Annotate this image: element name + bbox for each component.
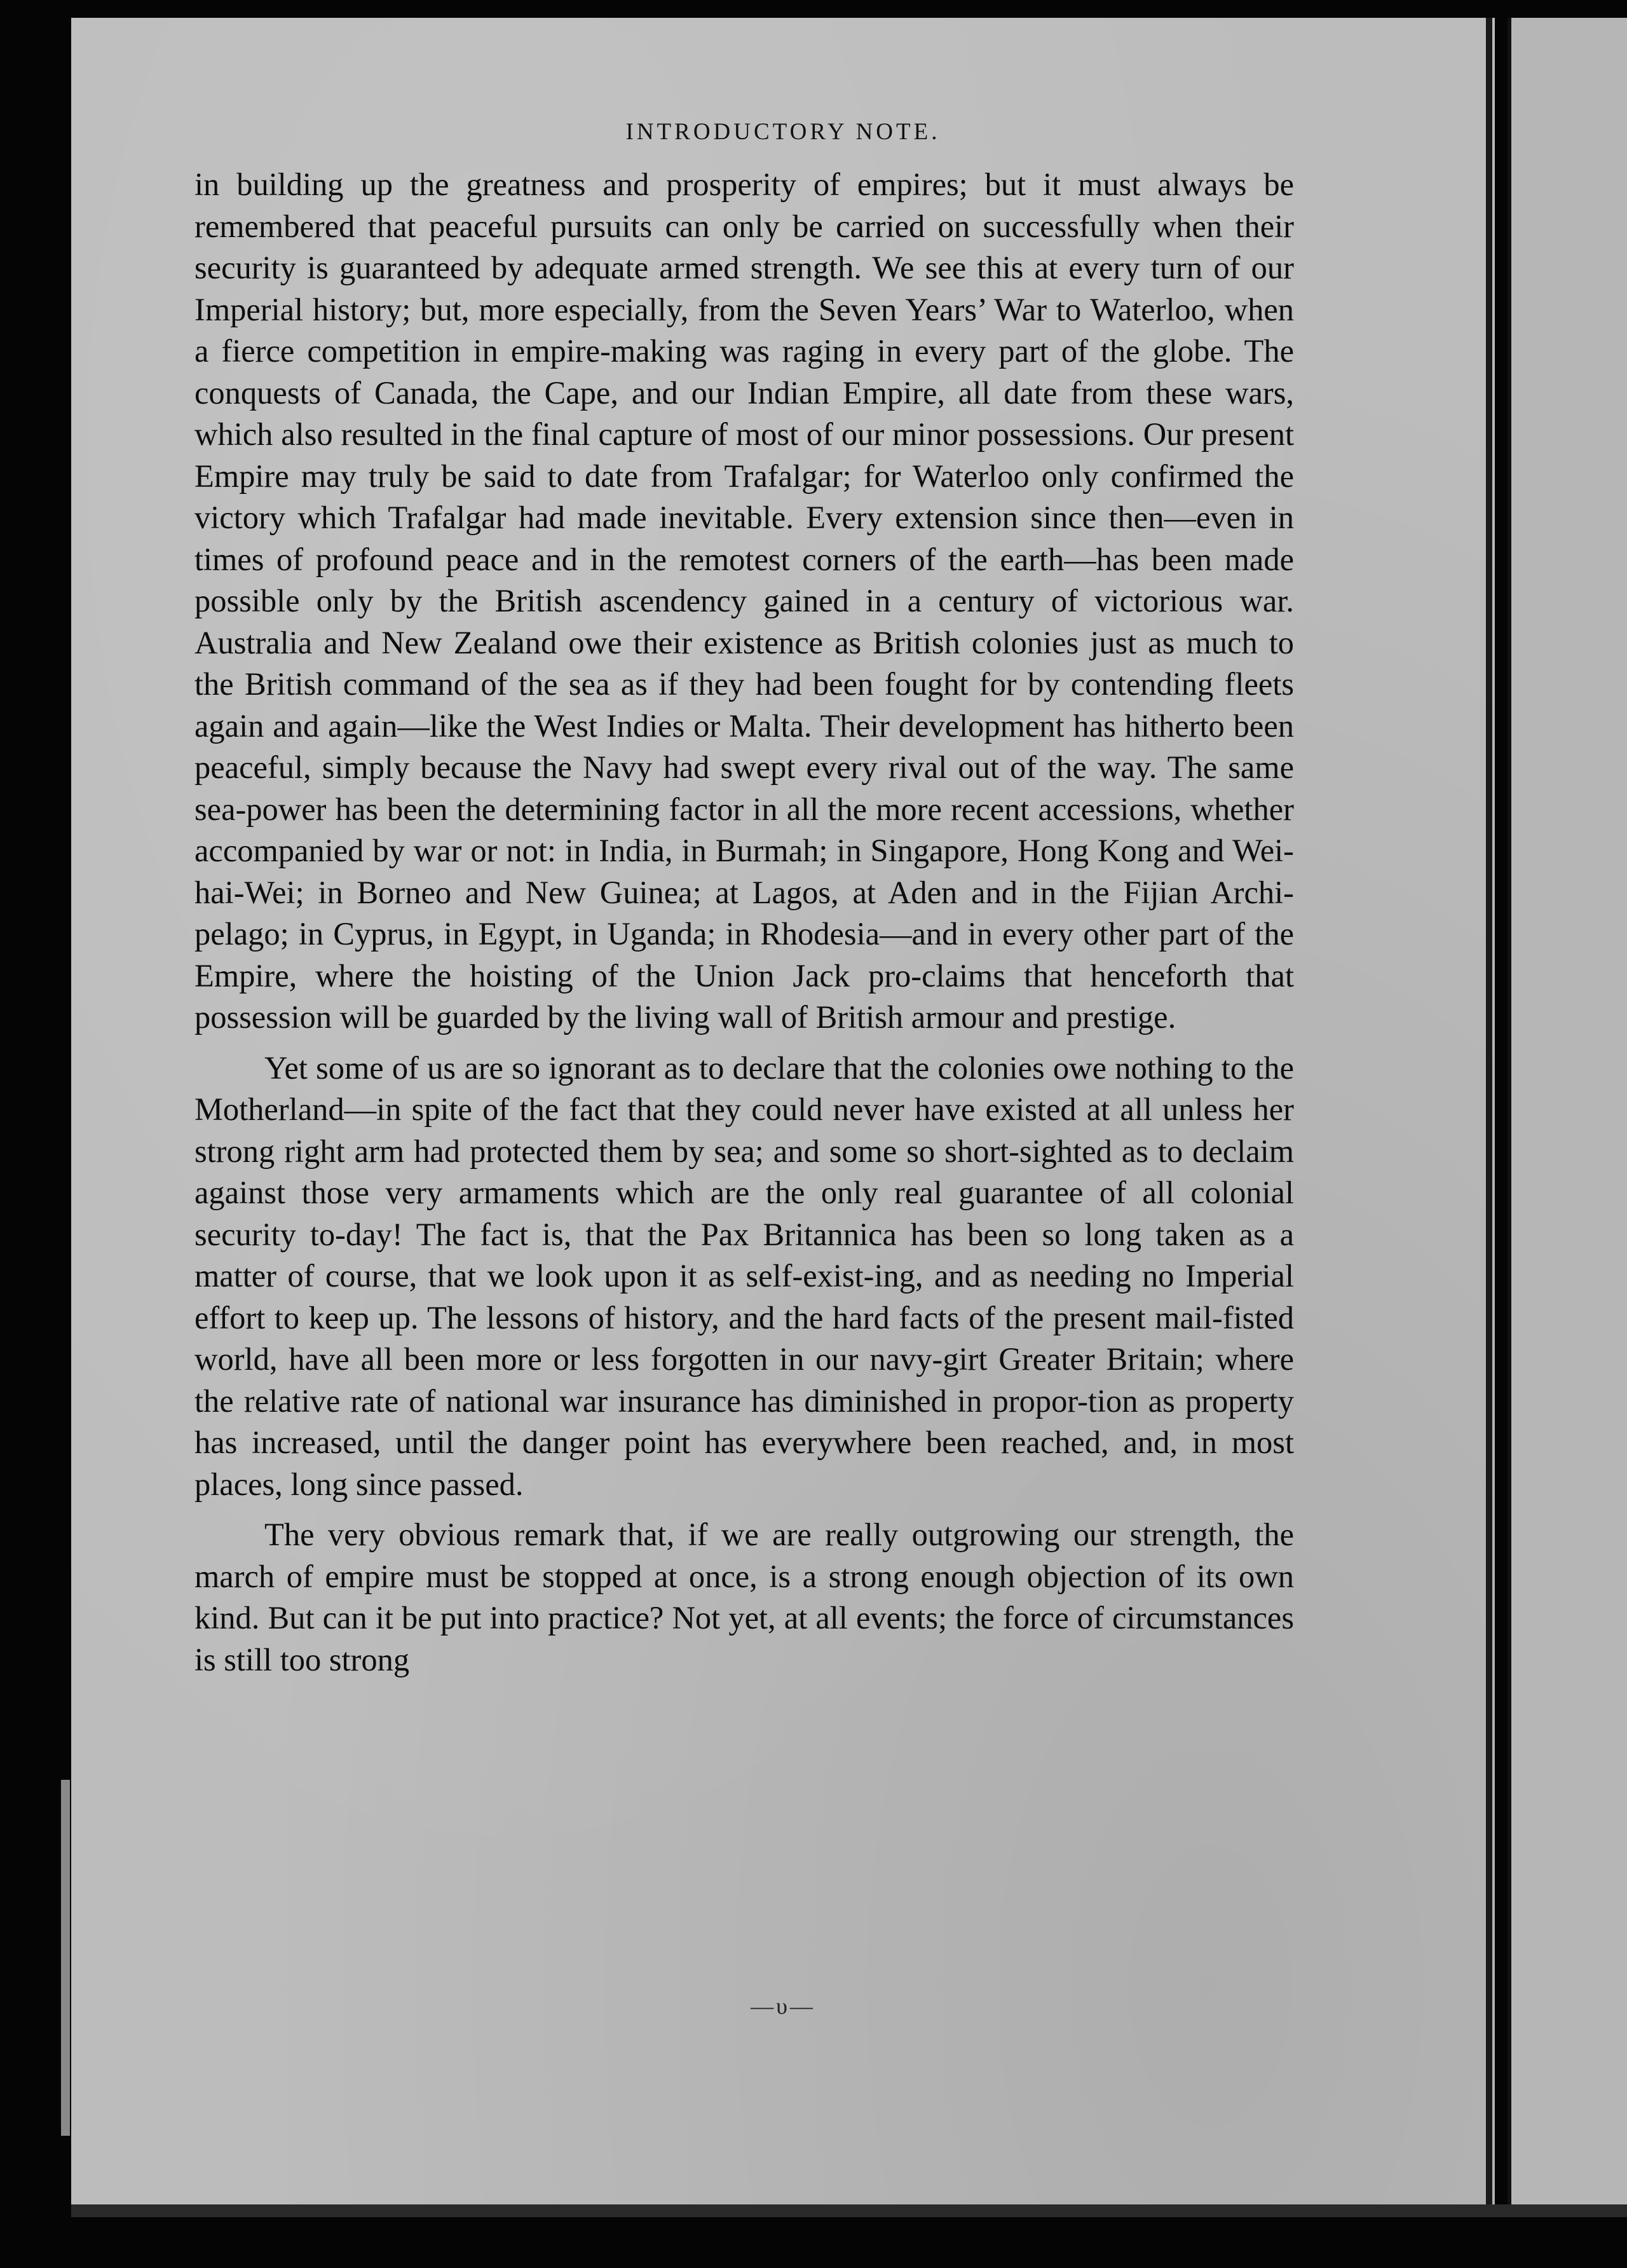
facing-page-edge xyxy=(1508,18,1627,2204)
paragraph-3: The very obvious remark that, if we are really outgrowing our strength, the march of empire must be stopped at once, is a strong enough objection of its own kind. But can it be put into practice? Not yet, at all events; the force of circumstances is still too strong xyxy=(194,1517,1294,1677)
page-folio: —υ— xyxy=(751,1993,815,2019)
running-head: INTRODUCTORY NOTE. xyxy=(625,119,941,145)
paragraph-1: in building up the greatness and prosperity of empires; but it must always be remembered that peaceful pursuits can only be carried on successfully when their security is guaranteed by adequate armed strength. We see this at every turn of our Imperial history; but, more especially, from the Seven Years’ War to Waterloo, when a fierce competition in empire-making was raging in every part of the globe. The conquests of Canada, the Cape, and our Indian Empire, all date from these wars, which also resulted in the final capture of most of our minor possessions. Our present Empire may truly be said to date from Trafalgar; for Waterloo only confirmed the victory which Trafalgar had made inevitable. Every extension since then—even in times of profound peace and in the remotest corners of the earth—has been made possible only by the British ascendency gained in a century of victorious war. Australia and New Zealand owe their existence as British colonies just as much to the British command of the sea as if they had been fought for by contending fleets again and again—like the West Indies or Malta. Their development has hitherto been peaceful, simply because the Navy had swept every rival out of the way. The same sea-power has been the determining factor in all the more recent accessions, whether accompanied by war or not: in India, in Burmah; in Singapore, Hong Kong and Wei-hai-Wei; in Borneo and New Guinea; at Lagos, at Aden and in the Fijian Archi-pelago; in Cyprus, in Egypt, in Uganda; in Rhodesia—and in every other part of the Empire, where the hoisting of the Union Jack pro-claims that henceforth that possession will be guarded by the living wall of British armour and prestige. xyxy=(194,167,1294,1035)
body-text xyxy=(194,164,1294,1681)
page-bottom-edge xyxy=(71,2204,1627,2217)
paragraph-2: Yet some of us are so ignorant as to declare that the colonies owe nothing to the Motherland—in spite of the fact that they could never have existed at all unless her strong right arm had protected them by sea; and some so short-sighted as to declaim against those very armaments which are the only real guarantee of all colonial security to-day! The fact is, that the Pax Britannica has been so long taken as a matter of course, that we look upon it as self-exist-ing, and as needing no Imperial effort to keep up. The lessons of history, and the hard facts of the present mail-fisted world, have all been more or less forgotten in our navy-girt Greater Britain; where the relative rate of national war insurance has diminished in propor-tion as property has increased, until the danger point has everywhere been reached, and, in most places, long since passed. xyxy=(194,1049,1294,1502)
gutter-fold xyxy=(1486,18,1492,2204)
page-left-edge xyxy=(61,1780,70,2136)
